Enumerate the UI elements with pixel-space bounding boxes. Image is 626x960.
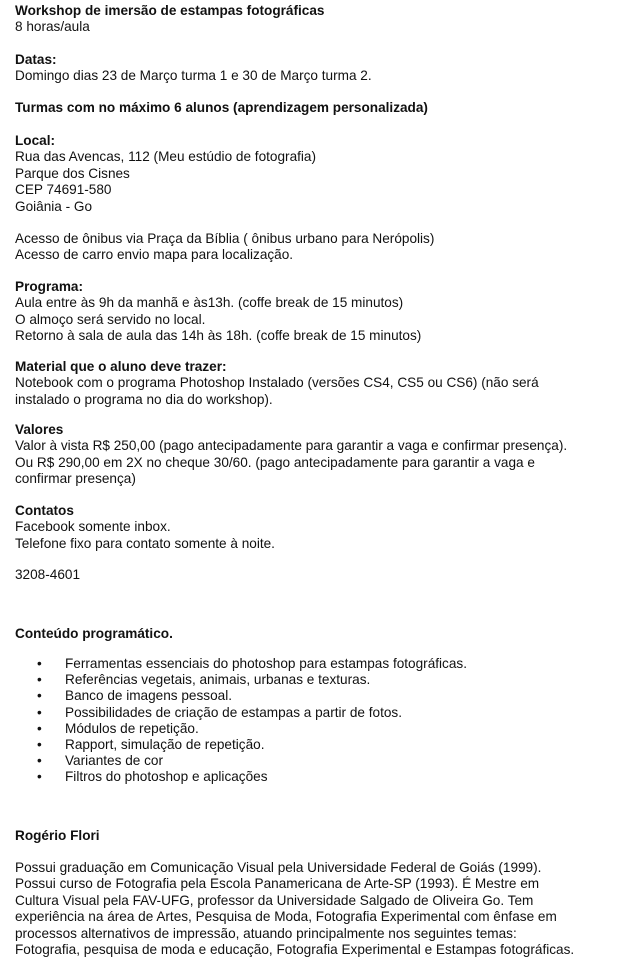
list-item: [0, 753, 626, 769]
material-section: [15, 359, 620, 408]
bio-line: Possui curso de Fotografia pela Escola Panamericana de Arte-SP (1993). É Mestre em: [15, 876, 540, 892]
datas-heading: Datas:: [15, 52, 57, 67]
contatos-heading: Contatos: [15, 503, 74, 518]
turmas-text: Turmas com no máximo 6 alunos (aprendizagem personalizada): [15, 100, 428, 115]
list-item: [0, 656, 626, 672]
list-item-text: Variantes de cor: [65, 753, 163, 769]
contatos-line: Facebook somente inbox.: [15, 519, 171, 535]
datas-section: [15, 52, 620, 85]
bullet-icon: •: [37, 704, 42, 720]
contatos-line: Telefone fixo para contato somente à noite.: [15, 535, 275, 551]
workshop-hours: 8 horas/aula: [15, 19, 90, 35]
bullet-icon: •: [37, 688, 42, 704]
conteudo-section: [15, 626, 620, 642]
bio-name: Rogério Flori: [15, 828, 100, 843]
bio-line: Cultura Visual pela FAV-UFG, professor da Universidade Salgado de Oliveira Go. Tem: [15, 892, 534, 908]
valores-line: confirmar presença): [15, 471, 136, 487]
bullet-icon: •: [37, 736, 42, 752]
acesso-carro: Acesso de carro envio mapa para localização.: [15, 247, 294, 263]
bullet-icon: •: [37, 753, 42, 769]
list-item: [0, 721, 626, 737]
list-item-text: Rapport, simulação de repetição.: [65, 736, 265, 752]
local-address-cep: CEP 74691-580: [15, 182, 112, 198]
acesso-onibus: Acesso de ônibus via Praça da Bíblia ( ônibus urbano para Nerópolis): [15, 231, 435, 246]
valores-heading: Valores: [15, 422, 64, 437]
bio-name-block: [15, 828, 620, 844]
list-item-text: Ferramentas essenciais do photoshop para estampas fotográficas.: [65, 656, 467, 671]
acesso-section: [15, 231, 620, 264]
workshop-title: Workshop de imersão de estampas fotográficas: [15, 3, 325, 18]
bio-line: Fotografia, pesquisa de moda e educação, Fotografia Experimental e Estampas fotográficas.: [15, 942, 575, 958]
list-item: [0, 705, 626, 721]
local-heading: Local:: [15, 133, 56, 148]
phone-number: 3208-4601: [15, 567, 81, 582]
material-line: Notebook com o programa Photoshop Instalado (versões CS4, CS5 ou CS6) (não será: [15, 375, 539, 391]
list-item-text: Referências vegetais, animais, urbanas e texturas.: [65, 672, 371, 688]
list-item-text: Filtros do photoshop e aplicações: [65, 769, 268, 785]
bullet-icon: •: [37, 656, 42, 671]
list-item: [0, 672, 626, 688]
bullet-icon: •: [37, 769, 42, 785]
local-address-city: Goiânia - Go: [15, 198, 93, 214]
bio-line: experiência na área de Artes, Pesquisa de Moda, Fotografia Experimental com ênfase em: [15, 909, 557, 925]
list-item: [0, 688, 626, 704]
list-item-text: Possibilidades de criação de estampas a partir de fotos.: [65, 704, 403, 720]
programa-line: O almoço será servido no local.: [15, 311, 206, 327]
bio-line: processos alternativos de impressão, atuando principalmente nos seguintes temas:: [15, 925, 517, 941]
local-address-district: Parque dos Cisnes: [15, 165, 130, 181]
list-item: [0, 769, 626, 785]
programa-heading: Programa:: [15, 279, 83, 294]
header-block: [15, 3, 620, 36]
phone-block: [15, 567, 620, 583]
list-item-text: Banco de imagens pessoal.: [65, 688, 233, 704]
local-section: [15, 133, 620, 215]
valores-line: Ou R$ 290,00 em 2X no cheque 30/60. (pago antecipadamente para garantir a vaga e: [15, 454, 535, 470]
list-item: [0, 737, 626, 753]
bio-section: [15, 860, 620, 958]
programa-line: Retorno à sala de aula das 14h às 18h. (coffe break de 15 minutos): [15, 328, 422, 344]
turmas-section: [15, 100, 620, 116]
conteudo-heading: Conteúdo programático.: [15, 626, 173, 641]
list-item-text: Módulos de repetição.: [65, 720, 199, 736]
bullet-icon: •: [37, 720, 42, 736]
material-line: instalado o programa no dia do workshop).: [15, 391, 273, 407]
conteudo-list: [0, 656, 626, 786]
material-heading: Material que o aluno deve trazer:: [15, 359, 227, 374]
bullet-icon: •: [37, 672, 42, 688]
contatos-section: [15, 503, 620, 552]
programa-line: Aula entre às 9h da manhã e às13h. (coffe break de 15 minutos): [15, 295, 404, 311]
bio-line: Possui graduação em Comunicação Visual pela Universidade Federal de Goiás (1999).: [15, 860, 542, 875]
valores-section: [15, 422, 620, 488]
datas-text: Domingo dias 23 de Março turma 1 e 30 de Março turma 2.: [15, 68, 372, 84]
local-address-street: Rua das Avencas, 112 (Meu estúdio de fotografia): [15, 149, 317, 165]
valores-line: Valor à vista R$ 250,00 (pago antecipadamente para garantir a vaga e confirmar presença).: [15, 438, 568, 454]
programa-section: [15, 279, 620, 345]
